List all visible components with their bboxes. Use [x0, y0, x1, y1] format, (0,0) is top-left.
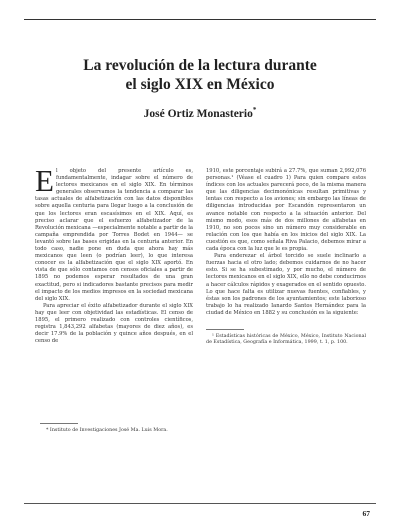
- left-footnote-text: * Instituto de Investigaciones José Ma. Luis Mora.: [46, 428, 168, 433]
- drop-cap: E: [35, 163, 54, 198]
- left-paragraph-1-text: l objeto del presente artículo es, fundamentalmente, indagar sobre el número de lectores mexicanos en el siglo XIX. En términos generales observamos la tendencia a comparar las tasas actuales de alfabetización con las datos disponibles sobre aquella centuria para llegar luego a la conclusión de que los lectores eran escasísimos en el XIX. Aquí, es preciso aclarar que el esfuerzo alfabetizador de la Revolución mexicana —especialmente notable a partir de la campaña emprendida por Torres Bodet en 1944— se levantó sobre las bases erigidas en la centuria anterior. En todo caso, nadie pone en duda que ahora hay más mexicanos que leen (o podrían leer), lo que interesa conocer es la alfabetización que el siglo XIX aportó. En vista de que sólo contamos con censos oficiales a partir de 1895 no podemos esperar resultados de una gran exactitud, pero si indicadores bastante precisos para medir el impacto de los medios impresos en la sociedad mexicana del siglo XIX.: [35, 168, 193, 302]
- article-title: [0, 56, 400, 94]
- right-paragraph-2: Para enderezar el árbol torcido se suele inclinarlo a fuerzas hacia el otro lado; debemos cuidarnos de no hacer esto. Si se ha subestimado, y por mucho, el número de lectores mexicanos en el siglo XIX, ello no debe conducirnos a hacer cálculos rápidos y exagerados en el sentido opuesto. Lo que hace falta es utilizar nuevas fuentes, confiables, y éstas son los padrones de los ayuntamientos; este laborioso trabajo lo ha realizado Ianardo Santos Hernández para la ciudad de México en 1882 y su conclusión es la siguiente:: [206, 253, 366, 316]
- right-column: [206, 168, 366, 346]
- title-line-1: La revolución de la lectura durante: [83, 57, 317, 74]
- top-rule: [24, 19, 376, 20]
- author-name: [0, 106, 400, 120]
- footnote-rule-right: [206, 329, 244, 330]
- left-paragraph-2: Para apreciar el éxito alfabetizador durante el siglo XIX hay que leer con objetividad las estadísticas. El censo de 1895, el primero realizado con controles científicos, registra 1,843,292 alfabetas (mayores de diez años), es decir 17.9% de la población y quince años después, en el censo de: [35, 302, 193, 345]
- title-line-2: el siglo XIX en México: [125, 76, 275, 93]
- author-label: José Ortiz Monasterio: [143, 107, 253, 120]
- page-number: 67: [362, 509, 370, 518]
- bottom-rule: [24, 503, 376, 504]
- left-column: [35, 163, 193, 345]
- footnote-rule: [40, 423, 78, 424]
- right-paragraph-1: 1910, este porcentaje subirá a 27.7%, que suman 2,992,076 personas.¹ (Véase el cuadro 1) Para quien compare estos índices con los actuales parecerá poco, de la misma manera que las diligencias decimonónicas resultan primitivas y lentas con respecto a los aviones; sin embargo las líneas de diligencias introducidas por Escandón representaron un avance notable con respecto a la situación anterior. Del mismo modo, esos más de dos millones de alfabetas en 1910, no son pocos sino un número muy considerable en relación con los que había en los inicios del siglo XIX. La cuestión es que, como señala Riva Palacio, debemos mirar a cada época con la luz que le es propia.: [206, 168, 366, 253]
- left-footnote: [40, 416, 190, 434]
- author-footnote-mark: *: [252, 106, 257, 114]
- right-footnote: ¹ Estadísticas históricas de México, México, Instituto Nacional de Estadística, Geografía e Informática, 1999, t. 1, p. 100.: [206, 333, 366, 346]
- left-paragraph-1: [35, 163, 193, 303]
